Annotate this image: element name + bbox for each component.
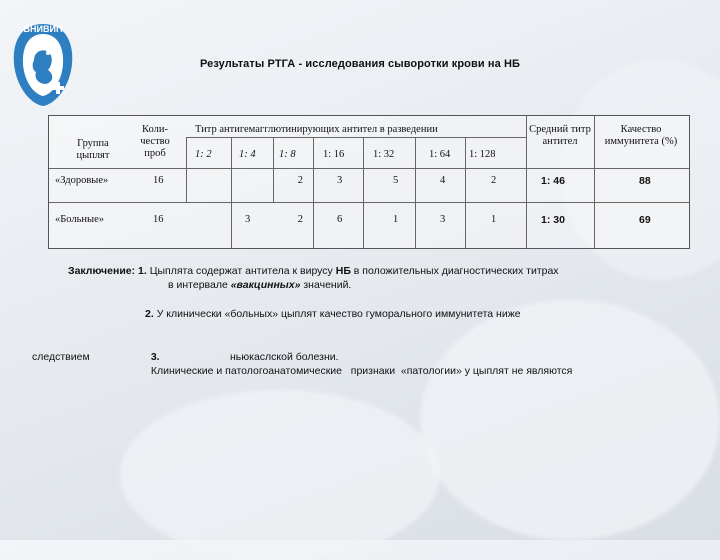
row-value: 5 (393, 175, 399, 186)
conclusion-item-number: 3. (150, 351, 160, 363)
table-divider (49, 168, 689, 169)
row-value: 3 (440, 214, 446, 225)
row-value: 1 (491, 214, 497, 225)
row-value: 1 (393, 214, 399, 225)
row-value: 4 (440, 175, 446, 186)
background-shape (120, 390, 440, 560)
row-avg-titer: 1: 46 (541, 175, 565, 187)
header-group: Группа цыплят (76, 138, 110, 161)
row-quality: 69 (639, 214, 651, 226)
header-dilution: 1: 4 (239, 149, 256, 160)
row-value: 2 (491, 175, 497, 186)
header-dilution: 1: 64 (429, 149, 451, 160)
conclusion-text: в интервале (168, 279, 231, 291)
conclusion-text: Цыплята содержат антитела к вирусу (149, 265, 336, 277)
table-divider (231, 137, 232, 248)
conclusion-item-number: 2. (145, 308, 154, 320)
table-divider (49, 202, 689, 203)
conclusion-text: значений. (300, 279, 352, 291)
row-value: 6 (337, 214, 343, 225)
table-divider (313, 137, 314, 248)
conclusion-line-1 (68, 264, 688, 278)
row-count: 16 (153, 214, 164, 225)
conclusion-text-bold: НБ (335, 265, 351, 277)
header-avg-titer: Средний титр антител (529, 124, 591, 147)
header-dilution: 1: 2 (195, 149, 212, 160)
conclusion-text: в положительных диагностических титрах (350, 265, 559, 277)
row-group: «Больные» (55, 214, 105, 225)
table-divider (415, 137, 416, 248)
conclusion-line-3 (145, 307, 705, 321)
header-dilution: 1: 8 (279, 149, 296, 160)
row-value: 3 (337, 175, 343, 186)
conclusion-left-word: следствием (32, 351, 90, 363)
row-group: «Здоровые» (55, 175, 109, 186)
header-dilution: 1: 128 (469, 149, 496, 160)
conclusion-text: Клинические и патологоанатомические признаки «патологии» у цыплят не являются (150, 365, 573, 377)
table-divider (594, 116, 595, 248)
row-avg-titer: 1: 30 (541, 214, 565, 226)
table-divider (363, 137, 364, 248)
table-divider (465, 137, 466, 248)
header-dilution: 1: 32 (373, 149, 395, 160)
header-titer: Титр антигемагглютинирующих антител в разведении (195, 124, 438, 135)
conclusion-text-italic: «вакцинных» (230, 279, 301, 291)
table-divider (186, 137, 526, 138)
conclusion-line-5: ньюкаслской болезни. (230, 351, 339, 363)
logo-text: ВНИВИП (23, 24, 63, 34)
header-count: Коли-чество проб (140, 124, 170, 159)
header-quality: Качество иммунитета (%) (604, 124, 678, 147)
page-title: Результаты РТГА - исследования сыворотки крови на НБ (199, 58, 521, 70)
conclusion-item-number: 1. (138, 265, 147, 277)
row-quality: 88 (639, 175, 651, 187)
header-dilution: 1: 16 (323, 149, 345, 160)
row-value: 2 (297, 175, 303, 186)
conclusion-text: У клинически «больных» цыплят качество гуморального иммунитета ниже (156, 308, 521, 320)
conclusion-line-2 (168, 278, 688, 292)
row-value: 2 (297, 214, 303, 225)
table-divider (186, 137, 187, 202)
table-divider (273, 137, 274, 202)
row-value: 3 (245, 214, 251, 225)
results-table (48, 115, 690, 249)
row-count: 16 (153, 175, 164, 186)
conclusion-label: Заключение: (68, 265, 136, 277)
